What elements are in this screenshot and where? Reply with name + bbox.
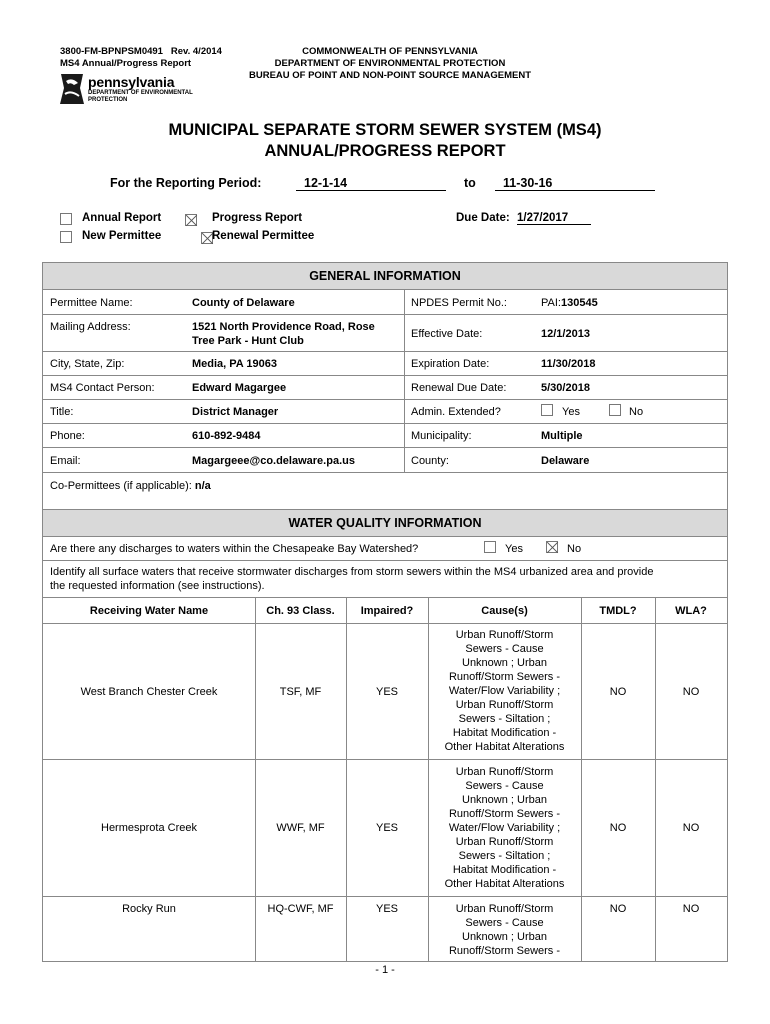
impaired-cell[interactable]: YES — [375, 686, 398, 698]
report-form-frame — [42, 262, 728, 962]
water-name-cell[interactable]: West Branch Chester Creek — [80, 686, 218, 698]
mailing-address-line: Tree Park - Hunt Club — [192, 335, 304, 347]
impaired-cell[interactable]: YES — [375, 903, 398, 915]
causes-cell[interactable] — [428, 628, 581, 754]
phone-label: Phone: — [50, 430, 85, 442]
email-value[interactable]: Magargeee@co.delaware.pa.us — [192, 455, 355, 467]
instructions-line: the requested information (see instructions). — [50, 580, 265, 592]
causes-cell[interactable] — [428, 902, 581, 958]
expiration-date-value[interactable]: 11/30/2018 — [541, 358, 596, 370]
title-line: ANNUAL/PROGRESS REPORT — [264, 142, 506, 160]
water-name-cell[interactable]: Rocky Run — [122, 903, 176, 915]
npdes-label: NPDES Permit No.: — [411, 297, 507, 309]
row-divider — [43, 560, 727, 561]
logo-subtitle — [88, 90, 193, 104]
reporting-period-label: For the Reporting Period: — [110, 176, 262, 190]
effective-date-label: Effective Date: — [411, 328, 483, 340]
admin-extended-no-checkbox[interactable] — [609, 404, 621, 416]
cause-line: Other Habitat Alterations — [444, 741, 565, 753]
npdes-value[interactable] — [541, 296, 598, 310]
causes-cell[interactable] — [428, 765, 581, 891]
cause-line: Runoff/Storm Sewers - — [448, 671, 561, 683]
admin-extended-label: Admin. Extended? — [411, 406, 501, 418]
cause-line: Other Habitat Alterations — [444, 878, 565, 890]
contact-person-label: MS4 Contact Person: — [50, 382, 155, 394]
new-permittee-label: New Permittee — [82, 230, 162, 242]
admin-extended-yes-label: Yes — [562, 406, 580, 418]
chesapeake-no-checkbox[interactable] — [546, 541, 558, 553]
row-divider — [43, 375, 727, 376]
title-value[interactable]: District Manager — [192, 406, 279, 418]
cause-line: Sewers - Cause — [465, 917, 544, 929]
tmdl-cell[interactable]: NO — [609, 903, 627, 915]
agency-line: DEPARTMENT OF ENVIRONMENTAL PROTECTION — [274, 58, 506, 69]
contact-person-value[interactable]: Edward Magargee — [192, 382, 287, 394]
cause-line: Unknown ; Urban — [462, 794, 547, 806]
class-cell[interactable]: WWF, MF — [276, 822, 325, 834]
effective-date-value[interactable]: 12/1/2013 — [541, 328, 590, 340]
class-cell[interactable]: HQ-CWF, MF — [267, 903, 334, 915]
municipality-label: Municipality: — [411, 430, 472, 442]
mailing-address-value[interactable] — [192, 320, 402, 348]
cause-line: Unknown ; Urban — [462, 931, 547, 943]
water-name-cell[interactable]: Hermesprota Creek — [101, 822, 197, 834]
wla-cell[interactable]: NO — [682, 686, 700, 698]
renewal-permittee-label: Renewal Permittee — [212, 230, 315, 242]
npdes-prefix: PAI: — [541, 297, 561, 309]
column-header: WLA? — [675, 605, 707, 617]
municipality-value[interactable]: Multiple — [541, 430, 583, 442]
admin-extended-no-label: No — [629, 406, 644, 418]
annual-report-label: Annual Report — [82, 212, 162, 224]
cause-line: Sewers - Siltation ; — [458, 713, 551, 725]
column-header: TMDL? — [599, 605, 637, 617]
period-end-field[interactable]: 11-30-16 — [495, 176, 655, 191]
cause-line: Runoff/Storm Sewers - — [448, 945, 561, 957]
period-to-label: to — [464, 176, 476, 190]
permittee-name-label: Permittee Name: — [50, 297, 133, 309]
agency-line: COMMONWEALTH OF PENNSYLVANIA — [302, 46, 478, 57]
cause-line: Urban Runoff/Storm — [455, 836, 554, 848]
chesapeake-no-label: No — [567, 543, 582, 555]
row-divider — [43, 423, 727, 424]
mailing-address-label: Mailing Address: — [50, 321, 131, 333]
progress-report-label: Progress Report — [212, 212, 303, 224]
permittee-name-value[interactable]: County of Delaware — [192, 297, 295, 309]
cause-line: Urban Runoff/Storm — [455, 766, 554, 778]
city-state-zip-label: City, State, Zip: — [50, 358, 125, 370]
progress-report-checkbox[interactable] — [185, 214, 197, 226]
page-number: - 1 - — [375, 964, 395, 976]
wla-cell[interactable]: NO — [682, 822, 700, 834]
copermittees-row — [50, 479, 211, 493]
column-header: Cause(s) — [481, 605, 528, 617]
pa-dep-logo — [58, 72, 208, 108]
row-divider — [43, 623, 727, 624]
cause-line: Habitat Modification - — [452, 727, 557, 739]
period-start-field[interactable]: 12-1-14 — [296, 176, 446, 191]
column-divider — [404, 290, 405, 472]
logo-subtitle-line: PROTECTION — [88, 97, 128, 103]
mailing-address-line: 1521 North Providence Road, Rose — [192, 321, 375, 333]
row-divider — [43, 351, 727, 352]
copermittees-value[interactable]: n/a — [194, 480, 211, 492]
npdes-number: 130545 — [560, 297, 598, 309]
tmdl-cell[interactable]: NO — [609, 686, 627, 698]
row-divider — [43, 896, 727, 897]
cause-line: Water/Flow Variability ; — [448, 822, 561, 834]
renewal-due-label: Renewal Due Date: — [411, 382, 507, 394]
title-line: MUNICIPAL SEPARATE STORM SEWER SYSTEM (MS4) — [168, 121, 602, 139]
cause-line: Sewers - Cause — [465, 780, 544, 792]
logo-subtitle-line: DEPARTMENT OF ENVIRONMENTAL — [88, 90, 193, 96]
row-divider — [43, 314, 727, 315]
cause-line: Sewers - Cause — [465, 643, 544, 655]
form-name: MS4 Annual/Progress Report — [60, 58, 192, 69]
cause-line: Habitat Modification - — [452, 864, 557, 876]
cause-line: Urban Runoff/Storm — [455, 629, 554, 641]
new-permittee-checkbox[interactable] — [60, 231, 72, 243]
column-header: Receiving Water Name — [89, 605, 209, 617]
admin-extended-yes-checkbox[interactable] — [541, 404, 553, 416]
agency-header — [230, 46, 550, 82]
general-info-heading: GENERAL INFORMATION — [43, 263, 727, 290]
column-header: Impaired? — [360, 605, 414, 617]
county-value[interactable]: Delaware — [541, 455, 590, 467]
cause-line: Urban Runoff/Storm — [455, 699, 554, 711]
form-rev: Rev. 4/2014 — [170, 46, 222, 57]
row-divider — [43, 472, 727, 473]
city-state-zip-value[interactable]: Media, PA 19063 — [192, 358, 277, 370]
copermittees-label: Co-Permittees (if applicable): — [50, 480, 192, 492]
water-quality-heading: WATER QUALITY INFORMATION — [43, 510, 727, 537]
receiving-waters-instructions — [50, 565, 722, 593]
annual-report-checkbox[interactable] — [60, 213, 72, 225]
cause-line: Urban Runoff/Storm — [455, 903, 554, 915]
agency-line: BUREAU OF POINT AND NON-POINT SOURCE MANAGEMENT — [248, 70, 531, 81]
chesapeake-question: Are there any discharges to waters within the Chesapeake Bay Watershed? — [50, 543, 419, 555]
row-divider — [43, 447, 727, 448]
chesapeake-yes-label: Yes — [505, 543, 523, 555]
due-date-field[interactable]: 1/27/2017 — [517, 212, 591, 225]
cause-line: Water/Flow Variability ; — [448, 685, 561, 697]
class-cell[interactable]: TSF, MF — [279, 686, 322, 698]
row-divider — [43, 759, 727, 760]
column-header: Ch. 93 Class. — [266, 605, 335, 617]
row-divider — [43, 399, 727, 400]
chesapeake-yes-checkbox[interactable] — [484, 541, 496, 553]
cause-line: Sewers - Siltation ; — [458, 850, 551, 862]
expiration-date-label: Expiration Date: — [411, 358, 490, 370]
county-label: County: — [411, 455, 449, 467]
page-title — [0, 120, 770, 162]
cause-line: Unknown ; Urban — [462, 657, 547, 669]
due-date-label: Due Date: — [456, 212, 510, 224]
tmdl-cell[interactable]: NO — [609, 822, 627, 834]
phone-value[interactable]: 610-892-9484 — [192, 430, 261, 442]
cause-line: Runoff/Storm Sewers - — [448, 808, 561, 820]
renewal-due-value[interactable]: 5/30/2018 — [541, 382, 590, 394]
keystone-icon — [58, 72, 86, 106]
title-label: Title: — [50, 406, 74, 418]
form-id: 3800-FM-BPNPSM0491 — [60, 46, 163, 57]
instructions-line: Identify all surface waters that receive stormwater discharges from storm sewers within the MS4 urbanized area and provide — [50, 566, 654, 578]
form-header-left — [60, 46, 222, 70]
logo-wordmark: pennsylvania — [88, 74, 175, 90]
wla-cell[interactable]: NO — [682, 903, 700, 915]
email-label: Email: — [50, 455, 81, 467]
impaired-cell[interactable]: YES — [375, 822, 398, 834]
row-divider — [43, 597, 727, 598]
